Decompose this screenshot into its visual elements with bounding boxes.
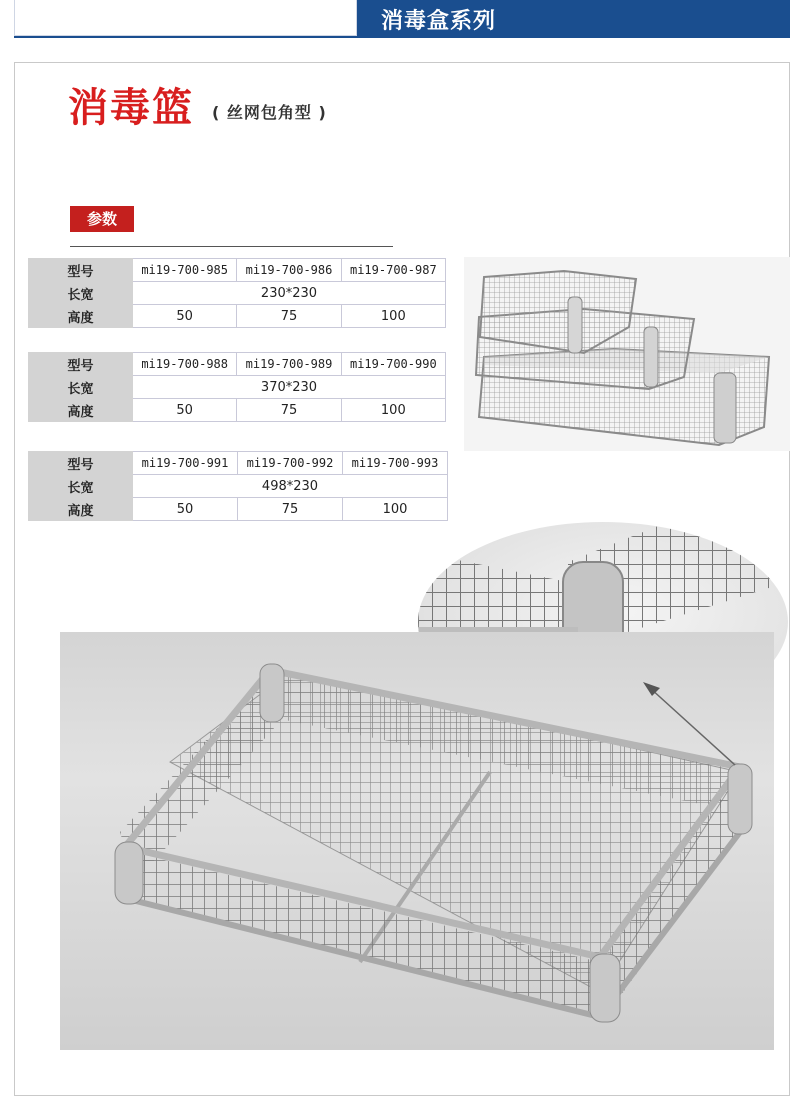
model-label: 型号 <box>29 452 133 475</box>
size-cell: 498*230 <box>133 475 448 498</box>
model-cell: mi19-700-990 <box>341 353 445 376</box>
model-cell: mi19-700-987 <box>341 259 445 282</box>
size-label: 长宽 <box>29 376 133 399</box>
series-title: 消毒盒系列 <box>381 9 497 34</box>
size-cell: 230*230 <box>133 282 446 305</box>
model-cell: mi19-700-988 <box>133 353 237 376</box>
size-cell: 370*230 <box>133 376 446 399</box>
height-cell: 50 <box>133 305 237 328</box>
size-label: 长宽 <box>29 282 133 305</box>
product-subtitle: ( 丝网包角型 ) <box>212 103 327 122</box>
height-cell: 75 <box>237 305 341 328</box>
model-cell: mi19-700-989 <box>237 353 341 376</box>
model-cell: mi19-700-991 <box>133 452 238 475</box>
params-badge: 参数 <box>70 206 134 232</box>
height-cell: 100 <box>341 305 445 328</box>
model-cell: mi19-700-985 <box>133 259 237 282</box>
model-cell: mi19-700-992 <box>238 452 343 475</box>
height-cell: 100 <box>341 399 445 422</box>
model-label: 型号 <box>29 353 133 376</box>
size-label: 长宽 <box>29 475 133 498</box>
height-label: 高度 <box>29 498 133 521</box>
model-cell: mi19-700-986 <box>237 259 341 282</box>
height-cell: 75 <box>238 498 343 521</box>
height-cell: 75 <box>237 399 341 422</box>
height-cell: 100 <box>343 498 448 521</box>
height-cell: 50 <box>133 498 238 521</box>
height-label: 高度 <box>29 399 133 422</box>
height-cell: 50 <box>133 399 237 422</box>
model-cell: mi19-700-993 <box>343 452 448 475</box>
product-title: 消毒篮 <box>68 84 194 131</box>
model-label: 型号 <box>29 259 133 282</box>
height-label: 高度 <box>29 305 133 328</box>
